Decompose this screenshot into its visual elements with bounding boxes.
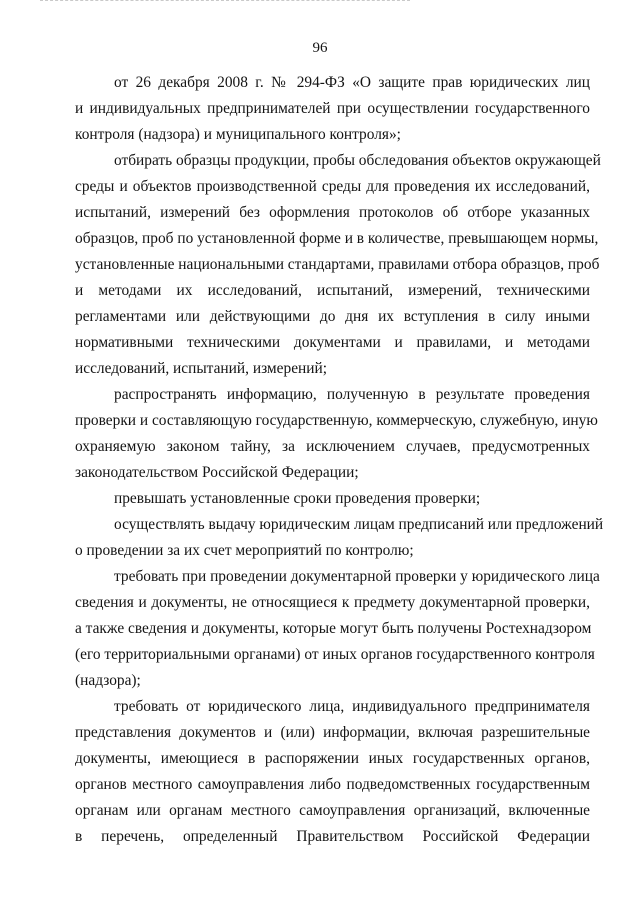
paragraph-line: среды и объектов производственной среды для проведения их исследований, — [75, 178, 590, 195]
paragraph-line: документы, имеющиеся в распоряжении иных государственных органов, — [75, 750, 590, 767]
paragraph-line: о проведении за их счет мероприятий по контролю; — [75, 542, 414, 559]
paragraph-line: регламентами или действующими до дня их вступления в силу иными — [75, 308, 590, 325]
paragraph-line: осуществлять выдачу юридическим лицам предписаний или предложений — [114, 516, 604, 533]
paragraph-line: органам или органам местного самоуправления организаций, включенные — [75, 802, 590, 819]
paragraph-line: (надзора); — [75, 672, 141, 689]
paragraph-line: контроля (надзора) и муниципального контроля»; — [75, 126, 401, 143]
paragraph-line: законодательством Российской Федерации; — [75, 464, 359, 481]
paragraph-line: исследований, испытаний, измерений; — [75, 360, 328, 377]
paragraph-line: и методами их исследований, испытаний, измерений, техническими — [75, 282, 590, 299]
paragraph-line: распространять информацию, полученную в результате проведения — [114, 386, 590, 403]
paragraph-line: требовать при проведении документарной проверки у юридического лица — [114, 568, 600, 585]
paragraph-line: а также сведения и документы, которые могут быть получены Ростехнадзором — [75, 620, 592, 637]
paragraph-line: испытаний, измерений без оформления протоколов об отборе указанных — [75, 204, 590, 221]
paragraph-line: (его территориальными органами) от иных органов государственного контроля — [75, 646, 595, 663]
paragraph-line: установленные национальными стандартами, правилами отбора образцов, проб — [75, 256, 600, 273]
paragraph-line: нормативными техническими документами и правилами, и методами — [75, 334, 590, 351]
paragraph-line: превышать установленные сроки проведения проверки; — [114, 490, 481, 507]
paragraph-line: сведения и документы, не относящиеся к предмету документарной проверки, — [75, 594, 590, 611]
paragraph-line: органов местного самоуправления либо подведомственных государственным — [75, 776, 590, 793]
paragraph-line: проверки и составляющую государственную, коммерческую, служебную, иную — [75, 412, 598, 429]
paragraph-line: отбирать образцы продукции, пробы обследования объектов окружающей — [114, 152, 601, 169]
paragraph-line: от 26 декабря 2008 г. № 294-ФЗ «О защите прав юридических лиц — [114, 74, 590, 91]
paragraph-line: требовать от юридического лица, индивидуального предпринимателя — [114, 698, 590, 715]
paragraph-line: и индивидуальных предпринимателей при осуществлении государственного — [75, 100, 590, 117]
paragraph-line: охраняемую законом тайну, за исключением случаев, предусмотренных — [75, 438, 590, 455]
scan-edge — [40, 0, 410, 3]
paragraph-line: образцов, проб по установленной форме и в количестве, превышающем нормы, — [75, 230, 599, 247]
paragraph-line: представления документов и (или) информации, включая разрешительные — [75, 724, 590, 741]
page-number: 96 — [312, 40, 328, 56]
paragraph-line: в перечень, определенный Правительством Российской Федерации — [75, 828, 590, 845]
